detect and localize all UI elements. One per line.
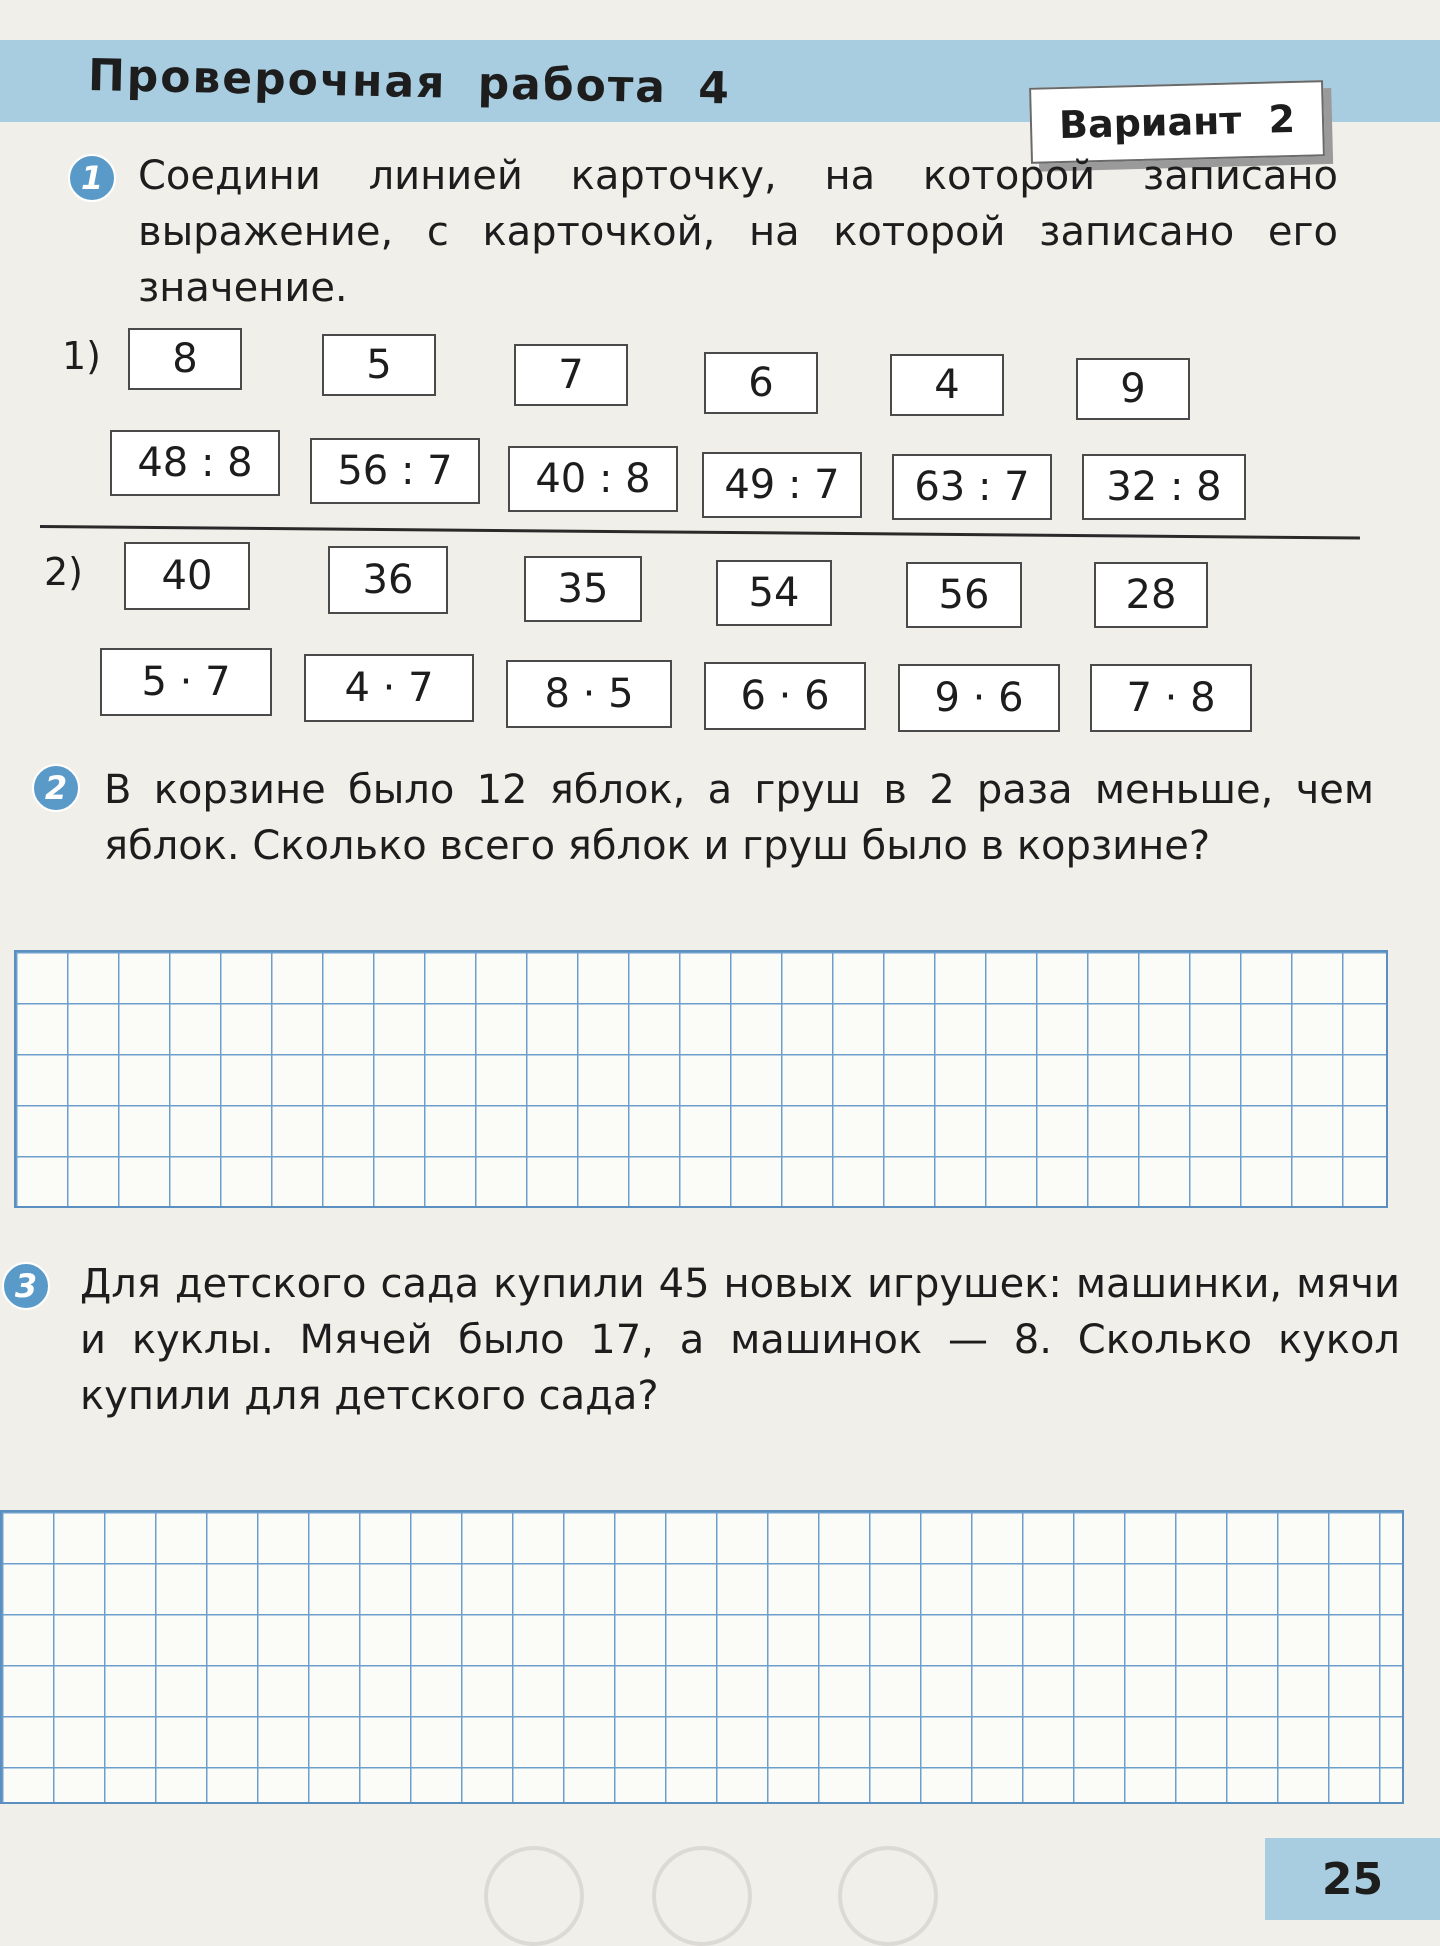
value-card[interactable]: 5 [322, 334, 436, 396]
section-divider [40, 525, 1360, 540]
value-card[interactable]: 28 [1094, 562, 1208, 628]
sad-face-icon [484, 1846, 584, 1946]
answer-grid-task-2[interactable] [14, 950, 1388, 1208]
value-card[interactable]: 56 [906, 562, 1022, 628]
value-card[interactable]: 7 [514, 344, 628, 406]
expression-card[interactable]: 32 : 8 [1082, 454, 1246, 520]
neutral-face-icon [652, 1846, 752, 1946]
happy-face-icon [838, 1846, 938, 1946]
expression-card[interactable]: 63 : 7 [892, 454, 1052, 520]
expression-card[interactable]: 48 : 8 [110, 430, 280, 496]
expression-card[interactable]: 9 · 6 [898, 664, 1060, 732]
expression-card[interactable]: 49 : 7 [702, 452, 862, 518]
expression-card[interactable]: 56 : 7 [310, 438, 480, 504]
expression-card[interactable]: 8 · 5 [506, 660, 672, 728]
task-3-text: Для детского сада купили 45 новых игрушек: машинки, мячи и куклы. Мячей было 17, а машинок — 8. Сколько кукол купили для детского сада? [80, 1261, 1400, 1419]
task-3-number: 3 [2, 1262, 50, 1310]
value-card[interactable]: 9 [1076, 358, 1190, 420]
value-card[interactable]: 4 [890, 354, 1004, 416]
page-number: 25 [1265, 1838, 1440, 1920]
task-1-part-1-label: 1) [62, 334, 102, 378]
value-card[interactable]: 40 [124, 542, 250, 610]
expression-card[interactable]: 5 · 7 [100, 648, 272, 716]
variant-badge: Вариант 2 [1029, 80, 1325, 164]
expression-card[interactable]: 4 · 7 [304, 654, 474, 722]
task-2-number: 2 [32, 764, 80, 812]
value-card[interactable]: 54 [716, 560, 832, 626]
expression-card[interactable]: 40 : 8 [508, 446, 678, 512]
task-1-text: Соедини линией карточку, на которой записано выражение, с карточкой, на которой записано его значение. [138, 153, 1338, 311]
expression-card[interactable]: 6 · 6 [704, 662, 866, 730]
task-1-number: 1 [68, 154, 116, 202]
value-card[interactable]: 35 [524, 556, 642, 622]
task-1-part-2-label: 2) [44, 550, 84, 594]
expression-card[interactable]: 7 · 8 [1090, 664, 1252, 732]
value-card[interactable]: 6 [704, 352, 818, 414]
task-2-text: В корзине было 12 яблок, а груш в 2 раза меньше, чем яблок. Сколько всего яблок и груш было в корзине? [104, 767, 1374, 869]
value-card[interactable]: 36 [328, 546, 448, 614]
page-title: Проверочная работа 4 [87, 50, 732, 115]
answer-grid-task-3[interactable] [0, 1510, 1404, 1804]
value-card[interactable]: 8 [128, 328, 242, 390]
